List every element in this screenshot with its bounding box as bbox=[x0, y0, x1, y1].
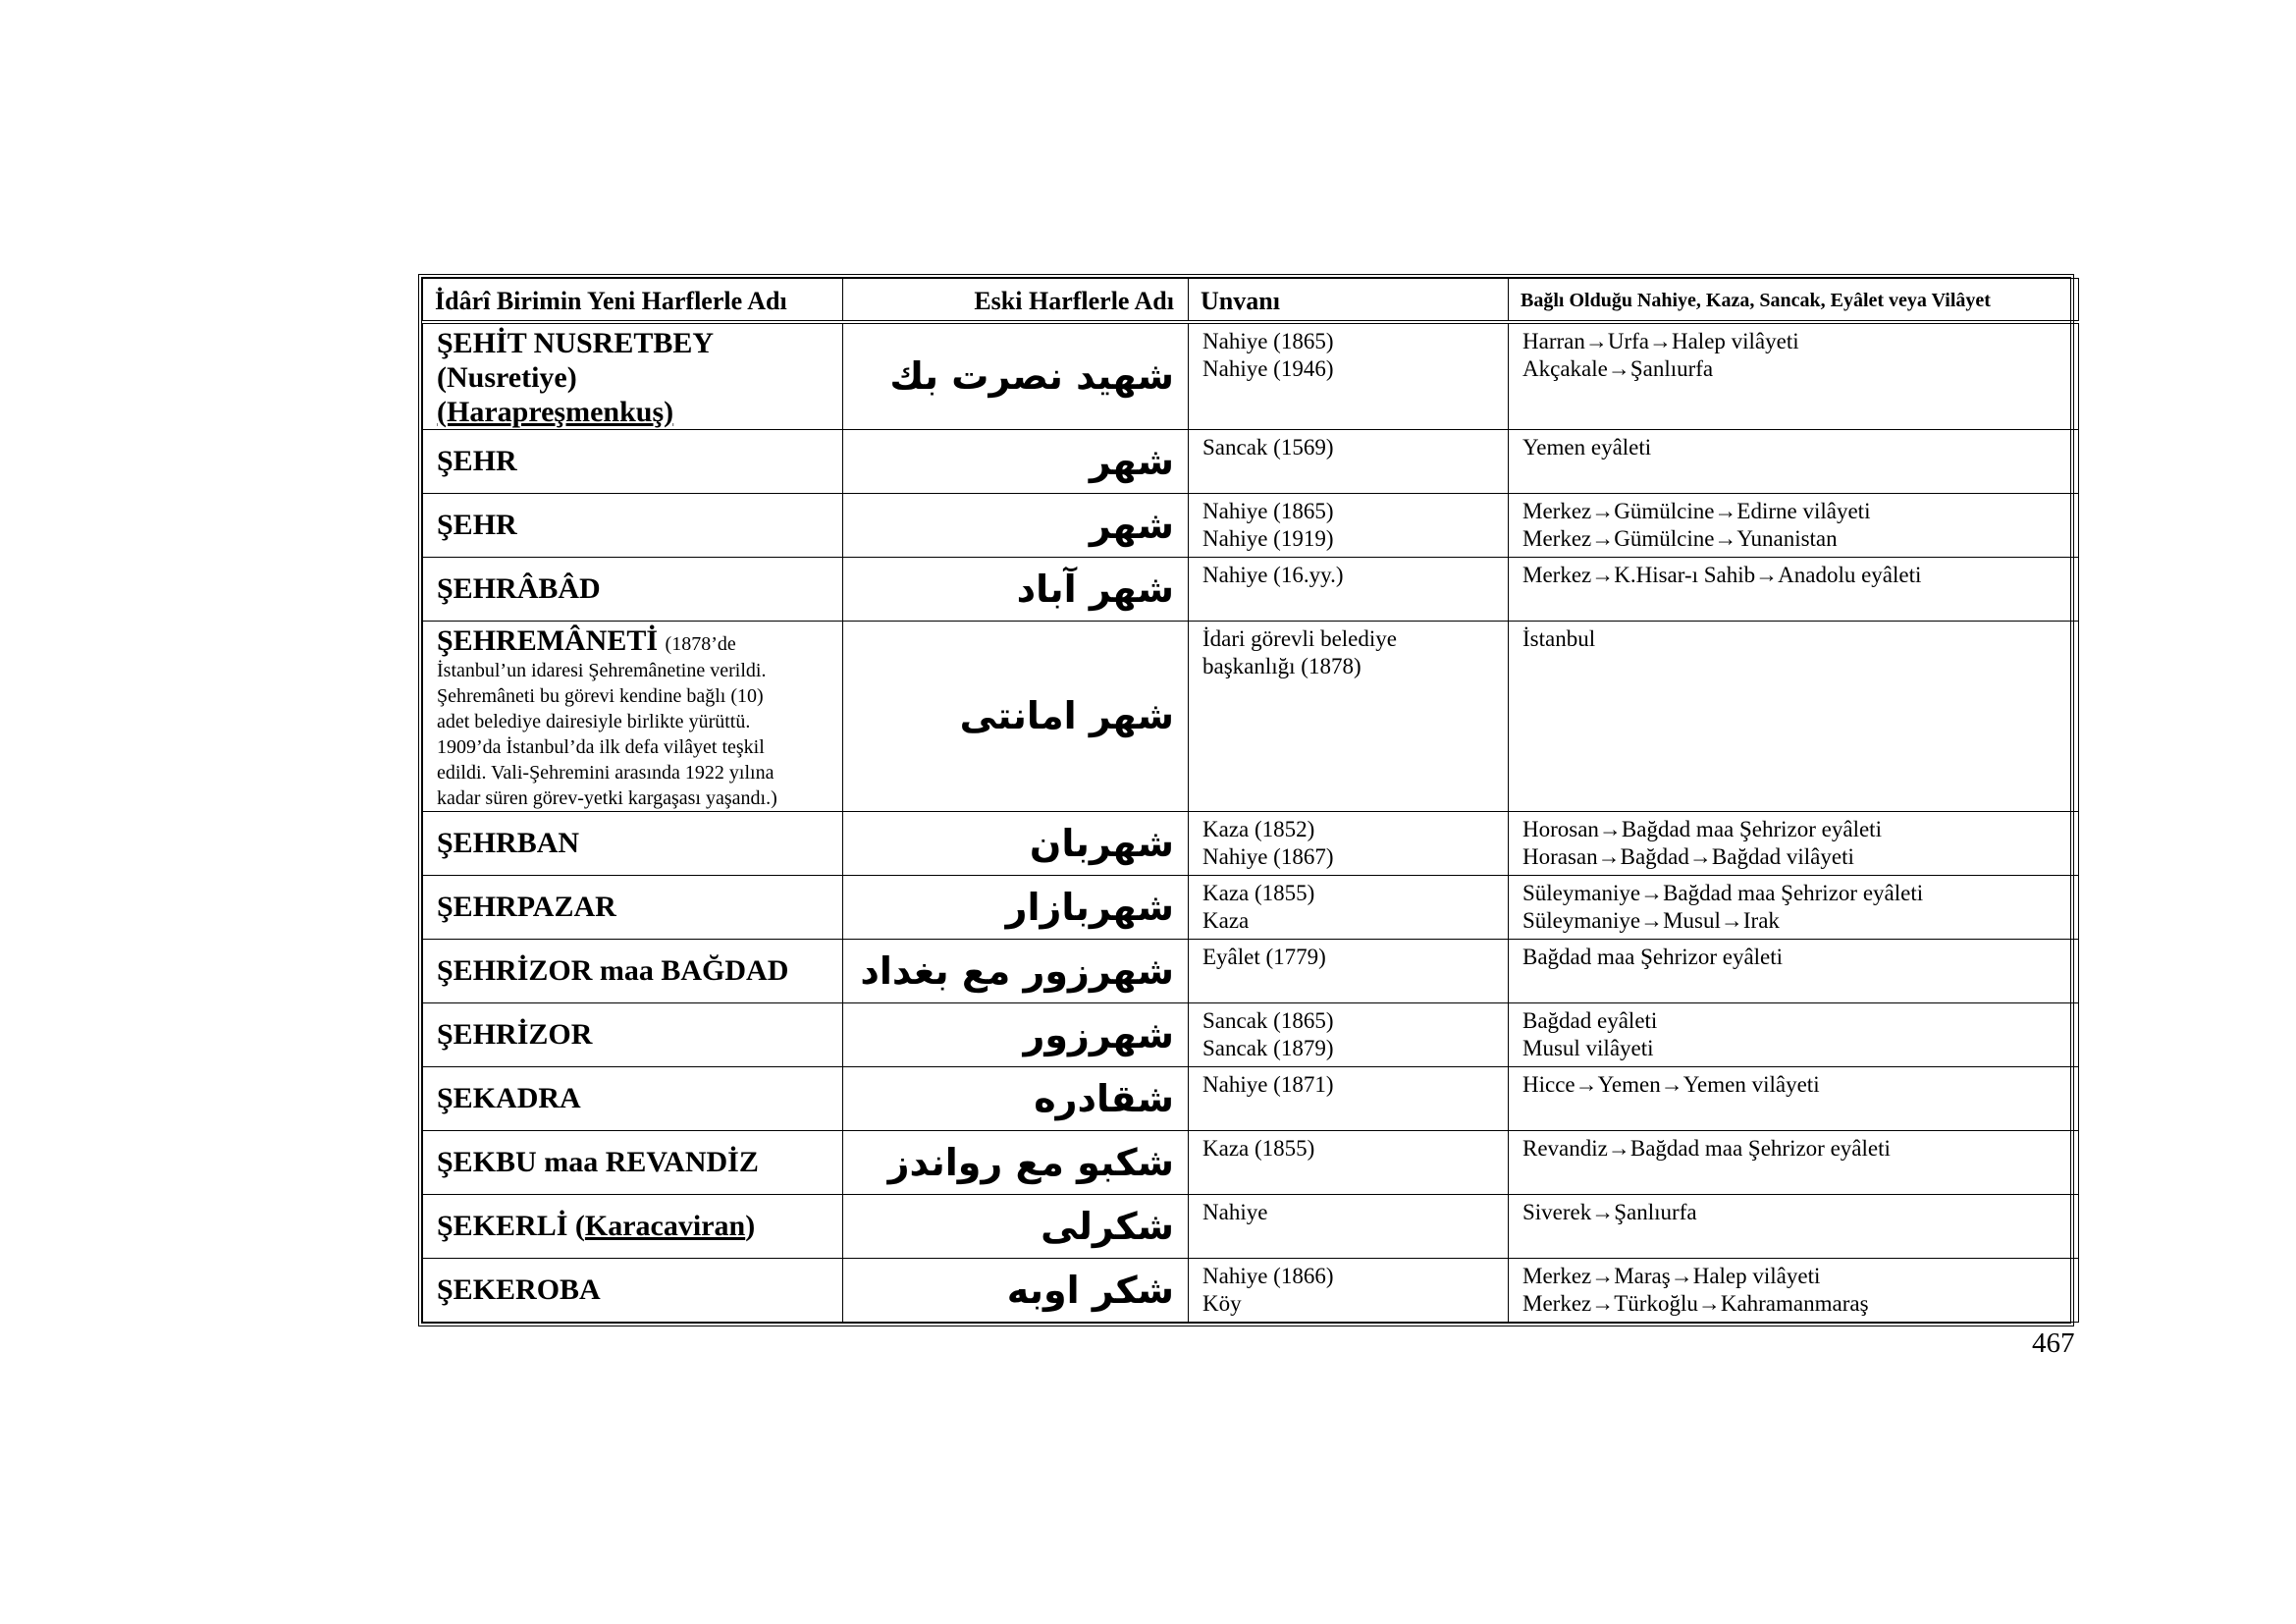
table-row bbox=[423, 1130, 2079, 1194]
table-row bbox=[423, 322, 2079, 430]
unit-title: Sancak (1569) bbox=[1189, 429, 1509, 493]
unit-affiliation: Merkez→K.Hisar-ı Sahib→Anadolu eyâleti bbox=[1509, 557, 2079, 621]
table-row bbox=[423, 875, 2079, 939]
unit-affiliation: İstanbul bbox=[1509, 621, 2079, 811]
unit-affiliation: Süleymaniye→Bağdad maa Şehrizor eyâleti Süleymaniye→Musul→Irak bbox=[1509, 875, 2079, 939]
unit-title: İdari görevli belediye başkanlığı (1878) bbox=[1189, 621, 1509, 811]
unit-arabic-name: شهر bbox=[843, 493, 1189, 557]
unit-name: ŞEHİT NUSRETBEY (Nusretiye) (Harapreşmenkuş) bbox=[423, 322, 843, 430]
unit-alt-name: Karacaviran bbox=[584, 1210, 746, 1242]
unit-arabic-name: شهربان bbox=[843, 811, 1189, 875]
unit-arabic-name: شهر آباد bbox=[843, 557, 1189, 621]
table-row bbox=[423, 939, 2079, 1002]
unit-name: ŞEKBU maa REVANDİZ bbox=[423, 1130, 843, 1194]
unit-arabic-name: شهرزور مع بغداد bbox=[843, 939, 1189, 1002]
unit-affiliation: Merkez→Maraş→Halep vilâyeti Merkez→Türkoğlu→Kahramanmaraş bbox=[1509, 1258, 2079, 1322]
unit-title: Kaza (1855) bbox=[1189, 1130, 1509, 1194]
table-row bbox=[423, 1194, 2079, 1258]
unit-name: ŞEKADRA bbox=[423, 1066, 843, 1130]
unit-title: Nahiye (16.yy.) bbox=[1189, 557, 1509, 621]
unit-title: Nahiye (1865) Nahiye (1946) bbox=[1189, 322, 1509, 430]
unit-arabic-name: شكبو مع رواندز bbox=[843, 1130, 1189, 1194]
unit-affiliation: Horosan→Bağdad maa Şehrizor eyâleti Horasan→Bağdad→Bağdad vilâyeti bbox=[1509, 811, 2079, 875]
table-row bbox=[423, 557, 2079, 621]
table-row bbox=[423, 621, 2079, 811]
unit-arabic-name: شهر امانتى bbox=[843, 621, 1189, 811]
unit-title: Nahiye (1865) Nahiye (1919) bbox=[1189, 493, 1509, 557]
unit-title: Kaza (1855) Kaza bbox=[1189, 875, 1509, 939]
header-affiliation: Bağlı Olduğu Nahiye, Kaza, Sancak, Eyâlet veya Vilâyet bbox=[1509, 279, 2079, 322]
unit-title: Kaza (1852) Nahiye (1867) bbox=[1189, 811, 1509, 875]
unit-arabic-name: شكر اوبه bbox=[843, 1258, 1189, 1322]
page-number: 467 bbox=[2032, 1327, 2075, 1359]
unit-arabic-name: شهيد نصرت بك bbox=[843, 322, 1189, 430]
table-header-row bbox=[423, 279, 2079, 322]
table-row bbox=[423, 1066, 2079, 1130]
unit-name: ŞEHREMÂNETİ (1878’de İstanbul’un idaresi Şehremânetine verildi. Şehremâneti bu görevi kendine bağlı (10) adet belediye dairesiyle birlikte yürüttü. 1909’da İstanbul’da ilk defa vilâyet teşkil edildi. Vali-Şehremini arasında 1922 yılına kadar süren görev-yetki kargaşası yaşandı.) bbox=[423, 621, 843, 811]
unit-name: ŞEHRİZOR bbox=[423, 1002, 843, 1066]
unit-affiliation: Harran→Urfa→Halep vilâyeti Akçakale→Şanlıurfa bbox=[1509, 322, 2079, 430]
unit-title: Nahiye (1866) Köy bbox=[1189, 1258, 1509, 1322]
unit-title: Nahiye (1871) bbox=[1189, 1066, 1509, 1130]
header-title: Unvanı bbox=[1189, 279, 1509, 322]
table-row bbox=[423, 1258, 2079, 1322]
unit-affiliation: Hicce→Yemen→Yemen vilâyeti bbox=[1509, 1066, 2079, 1130]
table-row bbox=[423, 493, 2079, 557]
unit-name: ŞEHR bbox=[423, 493, 843, 557]
unit-affiliation: Siverek→Şanlıurfa bbox=[1509, 1194, 2079, 1258]
header-old-name: Eski Harflerle Adı bbox=[843, 279, 1189, 322]
header-new-name: İdârî Birimin Yeni Harflerle Adı bbox=[423, 279, 843, 322]
unit-arabic-name: شهر bbox=[843, 429, 1189, 493]
unit-name: ŞEHRBAN bbox=[423, 811, 843, 875]
unit-note-first: (1878’de bbox=[665, 632, 736, 655]
table-row bbox=[423, 1002, 2079, 1066]
unit-arabic-name: شكرلى bbox=[843, 1194, 1189, 1258]
unit-affiliation: Bağdad eyâleti Musul vilâyeti bbox=[1509, 1002, 2079, 1066]
unit-title: Sancak (1865) Sancak (1879) bbox=[1189, 1002, 1509, 1066]
unit-name: ŞEHRÂBÂD bbox=[423, 557, 843, 621]
unit-arabic-name: شهرزور bbox=[843, 1002, 1189, 1066]
administrative-units-table bbox=[418, 274, 2074, 1326]
unit-name: ŞEHRİZOR maa BAĞDAD bbox=[423, 939, 843, 1002]
unit-name: ŞEHRPAZAR bbox=[423, 875, 843, 939]
unit-arabic-name: شهربازار bbox=[843, 875, 1189, 939]
unit-arabic-name: شقادره bbox=[843, 1066, 1189, 1130]
unit-name: ŞEHR bbox=[423, 429, 843, 493]
unit-name: ŞEKEROBA bbox=[423, 1258, 843, 1322]
table-row bbox=[423, 811, 2079, 875]
unit-affiliation: Yemen eyâleti bbox=[1509, 429, 2079, 493]
unit-affiliation: Merkez→Gümülcine→Edirne vilâyeti Merkez→Gümülcine→Yunanistan bbox=[1509, 493, 2079, 557]
unit-name: ŞEKERLİ (Karacaviran) bbox=[423, 1194, 843, 1258]
unit-title: Eyâlet (1779) bbox=[1189, 939, 1509, 1002]
unit-affiliation: Bağdad maa Şehrizor eyâleti bbox=[1509, 939, 2079, 1002]
unit-title: Nahiye bbox=[1189, 1194, 1509, 1258]
table-row bbox=[423, 429, 2079, 493]
unit-affiliation: Revandiz→Bağdad maa Şehrizor eyâleti bbox=[1509, 1130, 2079, 1194]
